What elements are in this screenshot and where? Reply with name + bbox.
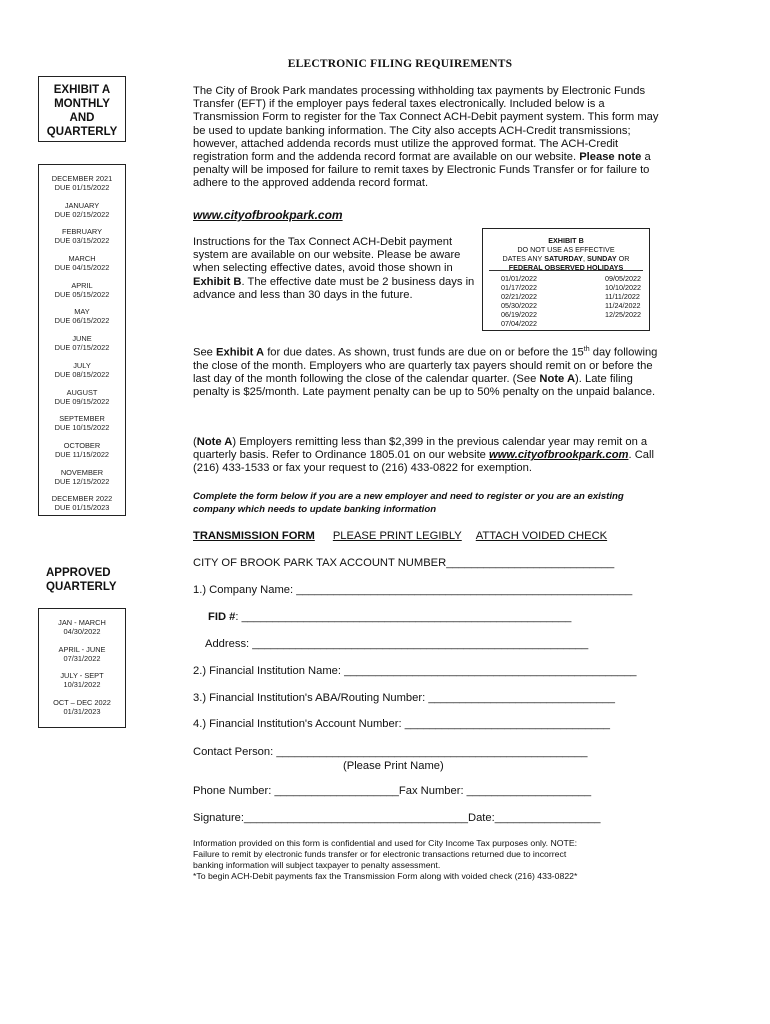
quarter-period: APRIL - JUNE — [58, 644, 106, 654]
instructions-bold: Exhibit B — [193, 275, 242, 288]
phone-fax-field[interactable]: Phone Number: ____________________Fax Number: ____________________ — [193, 785, 592, 797]
company-name-field[interactable]: 1.) Company Name: ______________________________________________________ — [193, 584, 633, 596]
due-date-value: DUE 03/15/2022 — [54, 236, 110, 246]
document-title: ELECTRONIC FILING REQUIREMENTS — [287, 58, 513, 70]
due-date-value: DUE 06/15/2022 — [54, 316, 110, 326]
contact-person-field[interactable]: Contact Person: __________________________________________________ — [193, 746, 588, 758]
signature-date-field[interactable]: Signature:____________________________________Date:_________________ — [193, 812, 601, 824]
approved-quarterly-label: APPROVED QUARTERLY — [46, 567, 117, 593]
fid-field[interactable]: FID #: _____________________________________________________ — [208, 611, 572, 623]
quarterly-due-item — [39, 698, 125, 725]
due-date-value: DUE 09/15/2022 — [54, 396, 110, 406]
quarter-period: JULY - SEPT — [60, 671, 104, 680]
transmission-form-title: TRANSMISSION FORM — [193, 530, 315, 542]
exhibit-a-label: EXHIBIT A MONTHLY AND QUARTERLY — [46, 84, 118, 138]
holiday-date: 02/21/2022 — [501, 292, 537, 301]
quarterly-due-item — [39, 609, 125, 645]
due-date-item — [39, 307, 125, 334]
due-date-item — [39, 254, 125, 281]
due-date-item — [39, 361, 125, 388]
due-date-period: MARCH — [68, 254, 96, 264]
due-date-period: NOVEMBER — [60, 467, 104, 477]
address-field[interactable]: Address: ______________________________________________________ — [205, 638, 589, 650]
due-date-period: MAY — [74, 307, 90, 317]
due-dates-box — [38, 164, 126, 516]
due-date-period: DECEMBER 2022 — [51, 494, 113, 504]
intro-note-bold: Please note — [579, 151, 642, 164]
quarterly-due-item — [39, 645, 125, 672]
footnote: Information provided on this form is confidential and used for City Income Tax purposes only. NOTE: Failure to remit by electronic funds transfer or for electronic transactions returned due to incorrect banking information will subject taxpayer to penalty assessment. *To begin ACH-Debit payments fax the Transmission Form along with voided check (216) 433-0822* — [193, 838, 578, 881]
due-date-item — [39, 281, 125, 308]
website-link[interactable]: www.cityofbrookpark.com — [193, 208, 343, 222]
due-date-item — [39, 334, 125, 361]
exhibit-b-header — [483, 229, 649, 272]
holiday-columns — [501, 274, 641, 328]
note-a-paragraph: (Note A) Employers remitting less than $2,399 in the previous calendar year may remit on a quarterly basis. Refer to Ordinance 1805.01 on our website www.cityofbrookpark.com. Call (216) 433-1533 or fax your request to (216) 433-0822 for exemption. — [193, 436, 654, 475]
account-number-field[interactable]: 4.) Financial Institution's Account Number: _________________________________ — [193, 718, 611, 730]
fid-label: FID # — [208, 611, 236, 623]
holiday-date: 09/05/2022 — [605, 274, 641, 283]
due-date-value: DUE 05/15/2022 — [54, 289, 110, 299]
quarter-due-date: 04/30/2022 — [63, 627, 101, 636]
contact-person-hint: (Please Print Name) — [343, 760, 444, 772]
holiday-column-2 — [605, 274, 641, 328]
due-date-period: JULY — [73, 360, 91, 370]
exhibit-a-box — [38, 76, 126, 142]
quarter-period: OCT – DEC 2022 — [53, 697, 111, 707]
attach-check-label: ATTACH VOIDED CHECK — [475, 530, 608, 542]
due-date-item — [39, 468, 125, 495]
approved-quarterly-box — [38, 608, 126, 728]
quarterly-due-item — [39, 671, 125, 698]
due-date-period: JUNE — [72, 334, 92, 344]
holiday-date: 05/30/2022 — [501, 301, 537, 310]
instructions-part2: . The effective date must be 2 business days in advance and less than 30 days in the future. — [193, 275, 475, 301]
instructions-part1: Instructions for the Tax Connect ACH-Debit payment system are available on our website. Please be aware when selecting effective dates, avoid those shown in — [193, 236, 461, 275]
transmission-form-header — [193, 530, 653, 542]
instructions-paragraph — [193, 236, 478, 302]
due-date-value: DUE 01/15/2023 — [54, 503, 110, 513]
holiday-date: 07/04/2022 — [501, 319, 537, 328]
due-date-value: DUE 11/15/2022 — [54, 449, 110, 459]
holiday-date: 11/24/2022 — [605, 301, 641, 310]
holiday-date: 01/01/2022 — [501, 274, 537, 283]
quarter-due-date: 10/31/2022 — [63, 680, 101, 689]
holiday-date: 01/17/2022 — [501, 283, 537, 292]
due-date-value: DUE 12/15/2022 — [54, 476, 110, 486]
due-date-item — [39, 441, 125, 468]
note-a-website-link[interactable]: www.cityofbrookpark.com — [489, 449, 629, 462]
holiday-date: 11/11/2022 — [605, 292, 640, 301]
routing-number-field[interactable]: 3.) Financial Institution's ABA/Routing Number: ______________________________ — [193, 692, 615, 704]
exhibit-b-line2: DO NOT USE AS EFFECTIVE — [517, 245, 615, 254]
due-date-item — [39, 494, 125, 521]
quarter-due-date: 07/31/2022 — [63, 653, 101, 663]
exhibit-b-line4: FEDERAL OBSERVED HOLIDAYS — [508, 263, 624, 272]
holiday-column-1 — [501, 274, 537, 328]
intro-paragraph — [193, 85, 661, 191]
quarter-due-date: 01/31/2023 — [63, 706, 101, 716]
quarter-period: JAN - MARCH — [58, 618, 106, 627]
financial-institution-name-field[interactable]: 2.) Financial Institution Name: _______________________________________________ — [193, 665, 637, 677]
due-date-period: DECEMBER 2021 — [51, 174, 113, 183]
holiday-date: 06/19/2022 — [501, 310, 537, 319]
due-date-period: APRIL — [71, 280, 93, 290]
exhibit-b-title: EXHIBIT B — [548, 236, 584, 245]
due-date-item — [39, 227, 125, 254]
due-dates-paragraph: See Exhibit A for due dates. As shown, trust funds are due on or before the 15th day following the close of the month. Employers who are quarterly tax payers should remit on or before the last day of the month following the close of the calendar quarter. (See Note A). Late filing penalty is $25/month. Late payment penalty can be up to 50% penalty on the unpaid balance. — [193, 346, 658, 399]
holiday-date: 10/10/2022 — [605, 283, 641, 292]
due-date-value: DUE 08/15/2022 — [54, 369, 110, 379]
due-date-item — [39, 201, 125, 228]
tax-account-number-field[interactable]: CITY OF BROOK PARK TAX ACCOUNT NUMBER___________________________ — [193, 557, 615, 569]
due-date-item — [39, 388, 125, 415]
exhibit-b-box — [482, 228, 650, 331]
due-date-value: DUE 10/15/2022 — [54, 423, 110, 433]
intro-text: The City of Brook Park mandates processing withholding tax payments by Electronic Funds Transfer (EFT) if the employer pays federal taxes electronically. Included below is a Transmission Form to register for the Tax Connect ACH-Debit payment system. This form may be used to update banking information. The City also accepts ACH-Credit transmissions; however, attached addenda records must utilize the approved format. The ACH-Credit registration form and the addenda record format are available on our website. — [193, 85, 659, 164]
due-date-value: DUE 02/15/2022 — [54, 209, 110, 219]
complete-form-instruction: Complete the form below if you are a new employer and need to register or you are an existing company which needs to update banking information — [193, 491, 624, 515]
exhibit-b-divider — [489, 270, 643, 271]
intro-note-rest: a penalty will be imposed for failure to remit taxes by Electronic Funds Transfer or for failure to adhere to the approved addenda record format. — [193, 151, 651, 190]
print-legibly-label: PLEASE PRINT LEGIBLY — [332, 530, 462, 542]
due-date-period: OCTOBER — [63, 440, 101, 450]
exhibit-b-line3: DATES ANY SATURDAY, SUNDAY OR — [502, 254, 630, 263]
due-date-item — [39, 414, 125, 441]
due-date-item — [39, 165, 125, 201]
due-date-period: JANUARY — [64, 200, 100, 210]
due-date-period: FEBRUARY — [61, 227, 103, 237]
due-date-value: DUE 01/15/2022 — [54, 183, 110, 192]
due-date-value: DUE 07/15/2022 — [54, 343, 110, 353]
holiday-date: 12/25/2022 — [605, 310, 641, 319]
due-date-period: SEPTEMBER — [59, 414, 105, 424]
due-date-value: DUE 04/15/2022 — [54, 263, 110, 273]
due-date-period: AUGUST — [66, 387, 98, 397]
